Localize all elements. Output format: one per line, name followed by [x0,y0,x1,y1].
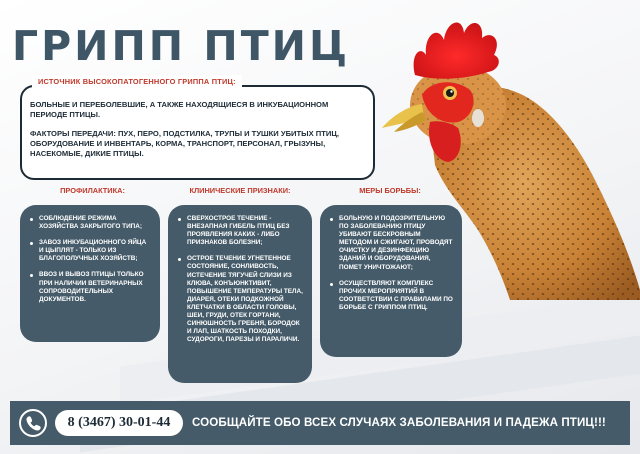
list-item: ОСУЩЕСТВЛЯЮТ КОМПЛЕКС ПРОЧИХ МЕРОПРИЯТИЙ В СООТВЕТСТВИИ С ПРАВИЛАМИ ПО БОРЬБЕ С ГРИППОМ ПТИЦ. [330,280,453,312]
hotline-number[interactable]: 8 (3467) 30-01-44 [55,410,183,436]
list-item: БОЛЬНУЮ И ПОДОЗРИТЕЛЬНУЮ ПО ЗАБОЛЕВАНИЮ ПТИЦУ УБИВАЮТ БЕСКРОВНЫМ МЕТОДОМ И СЖИГАЮТ, ПРОВОДЯТ ОЧИСТКУ И ДЕЗИНФЕКЦИЮ ЗДАНИЙ И ОБОРУДОВАНИЯ, ПОМЕТ УНИЧТОЖАЮТ; [330,215,453,272]
control-card [320,205,462,357]
list-item: ЗАВОЗ ИНКУБАЦИОННОГО ЯЙЦА И ЦЫПЛЯТ - ТОЛЬКО ИЗ БЛАГОПОЛУЧНЫХ ХОЗЯЙСТВ; [30,239,151,263]
control-list [330,215,453,312]
list-item: ВВОЗ И ВЫВОЗ ПТИЦЫ ТОЛЬКО ПРИ НАЛИЧИИ ВЕТЕРИНАРНЫХ СОПРОВОДИТЕЛЬНЫХ ДОКУМЕНТОВ. [30,271,151,303]
list-item: СВЕРХОСТРОЕ ТЕЧЕНИЕ - ВНЕЗАПНАЯ ГИБЕЛЬ ПТИЦ БЕЗ ПРОЯВЛЕНИЯ КАКИХ - ЛИБО ПРИЗНАКОВ БОЛЕЗНИ; [178,215,303,247]
prevention-list [30,215,151,304]
source-heading: ИСТОЧНИК ВЫСОКОПАТОГЕННОГО ГРИППА ПТИЦ: [32,75,242,88]
list-item: СОБЛЮДЕНИЕ РЕЖИМА ХОЗЯЙСТВА ЗАКРЫТОГО ТИПА; [30,215,151,231]
footer-message: СООБЩАЙТЕ ОБО ВСЕХ СЛУЧАЯХ ЗАБОЛЕВАНИЯ И ПАДЕЖА ПТИЦ!!! [192,416,606,429]
source-paragraph: ФАКТОРЫ ПЕРЕДАЧИ: ПУХ, ПЕРО, ПОДСТИЛКА, ТРУПЫ И ТУШКИ УБИТЫХ ПТИЦ, ОБОРУДОВАНИЕ И ИНВЕНТАРЬ, КОРМА, ТРАНСПОРТ, ПЕРСОНАЛ, ГРЫЗУНЫ, НАСЕКОМЫЕ, ДИКИЕ ПТИЦЫ. [30,129,339,158]
source-paragraph: БОЛЬНЫЕ И ПЕРЕБОЛЕВШИЕ, А ТАКЖЕ НАХОДЯЩИЕСЯ В ИНКУБАЦИОННОМ ПЕРИОДЕ ПТИЦЫ. [30,100,329,119]
symptoms-list [178,215,303,344]
page-title: ГРИПП ПТИЦ [12,22,351,70]
control-heading: МЕРЫ БОРЬБЫ: [359,186,421,195]
source-text [30,100,345,168]
list-item: ОСТРОЕ ТЕЧЕНИЕ УГНЕТЕННОЕ СОСТОЯНИЕ, СОНЛИВОСТЬ, ИСТЕЧЕНИЕ ТЯГУЧЕЙ СЛИЗИ ИЗ КЛЮВА, КОНЪЮНКТИВИТ, ПОВЫШЕНИЕ ТЕМПЕРАТУРЫ ТЕЛА, ДИАРЕЯ, ОТЕКИ ПОДКОЖНОЙ КЛЕТЧАТКИ В ОБЛАСТИ ГОЛОВЫ, ШЕИ, ГРУДИ, ОТЕК ГОРТАНИ, СИНЮШНОСТЬ ГРЕБНЯ, БОРОДОК И ЛАП, ШАТКОСТЬ ПОХОДКИ, СУДОРОГИ, ПАРЕЗЫ И ПАРАЛИЧИ. [178,255,303,344]
symptoms-heading: КЛИНИЧЕСКИЕ ПРИЗНАКИ: [189,186,291,195]
prevention-heading: ПРОФИЛАКТИКА: [60,186,125,195]
symptoms-card [168,205,312,383]
phone-icon [19,409,47,437]
prevention-card [20,205,160,342]
